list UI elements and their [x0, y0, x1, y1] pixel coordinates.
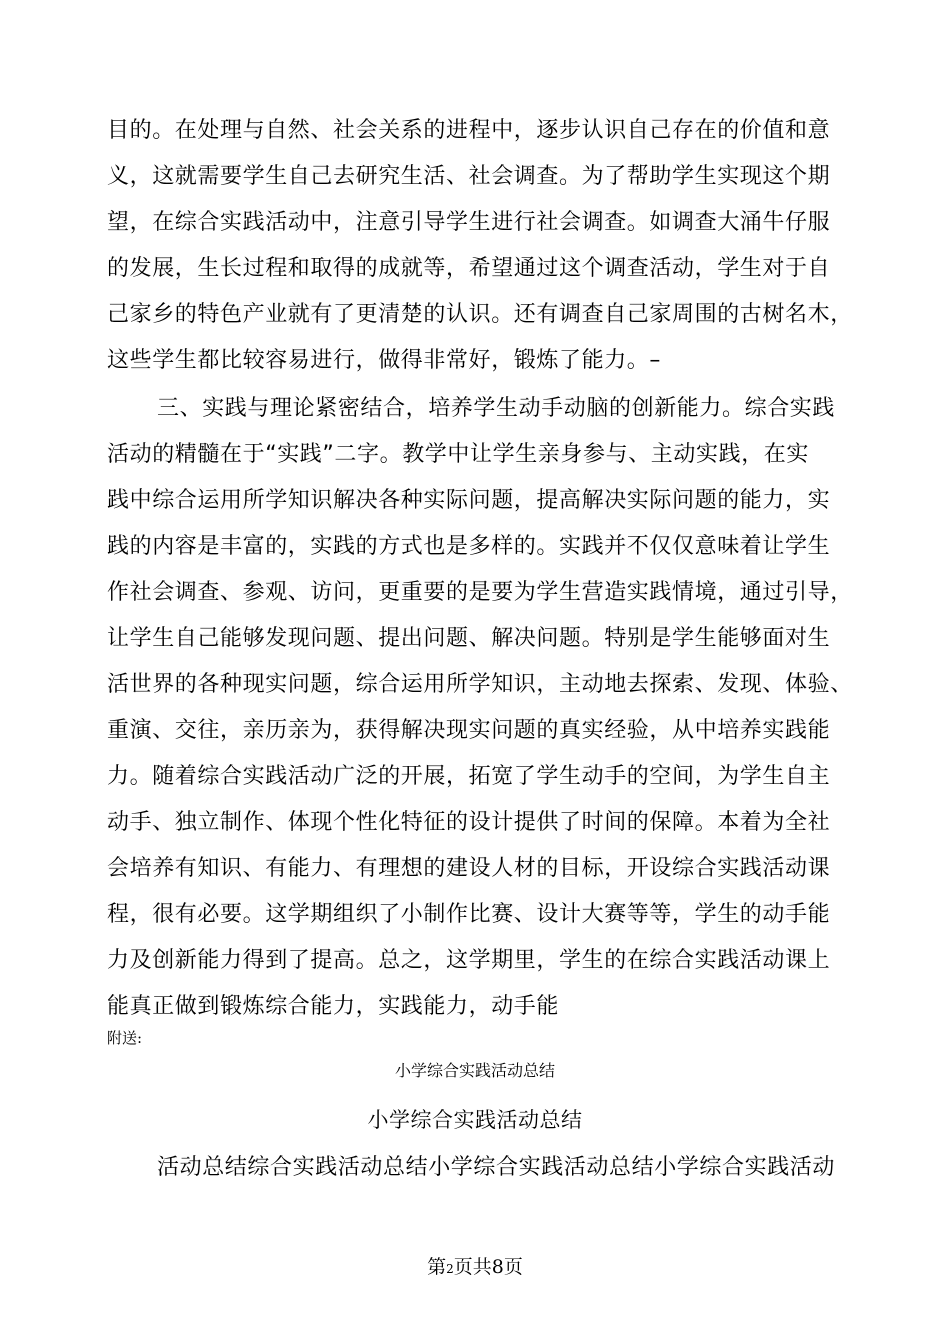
text-line: 力及创新能力得到了提高。总之，这学期里，学生的在综合实践活动课上	[107, 948, 831, 973]
text-line: 己家乡的特色产业就有了更清楚的认识。还有调查自己家周围的古树名木，	[107, 302, 853, 327]
text-line: 的发展，生长过程和取得的成就等，希望通过这个调查活动，学生对于自	[107, 256, 831, 281]
text-line: 践中综合运用所学知识解决各种实际问题，提高解决实际问题的能力，实	[107, 488, 831, 513]
text-line: 活动的精髓在于“实践”二字。教学中让学生亲身参与、主动实践，在实	[107, 442, 809, 467]
text-line: 重演、交往，亲历亲为，获得解决现实问题的真实经验，从中培养实践能	[107, 718, 831, 743]
text-line: 能真正做到锻炼综合能力，实践能力，动手能	[107, 994, 560, 1019]
text-line: 践的内容是丰富的，实践的方式也是多样的。实践并不仅仅意味着让学生	[107, 534, 831, 559]
text-line: 会培养有知识、有能力、有理想的建设人材的目标，开设综合实践活动课	[107, 856, 831, 881]
text-line: 义，这就需要学生自己去研究生活、社会调查。为了帮助学生实现这个期	[107, 164, 831, 189]
text-line: 望，在综合实践活动中，注意引导学生进行社会调查。如调查大涌牛仔服	[107, 210, 831, 235]
page-number-suffix: 页	[503, 1256, 523, 1278]
page-number-current: 2	[446, 1262, 454, 1276]
text-line: 三、实践与理论紧密结合，培养学生动手动脑的创新能力。综合实践	[157, 396, 836, 421]
text-line: 目的。在处理与自然、社会关系的进程中，逐步认识自己存在的价值和意	[107, 118, 831, 143]
text-line: 让学生自己能够发现问题、提出问题、解决问题。特别是学生能够面对生	[107, 626, 831, 651]
appendix-subtitle: 小学综合实践活动总结	[394, 1061, 555, 1080]
text-line: 力。随着综合实践活动广泛的开展，拓宽了学生动手的空间，为学生自主	[107, 764, 831, 789]
page-number-total: 8	[491, 1256, 504, 1278]
text-line: 动手、独立制作、体现个性化特征的设计提供了时间的保障。本着为全社	[107, 810, 831, 835]
text-line: 活世界的各种现实问题，综合运用所学知识，主动地去探索、发现、体验、	[107, 672, 853, 697]
page-number	[0, 1254, 950, 1282]
appendix-heading: 小学综合实践活动总结	[367, 1108, 583, 1132]
page-number-prefix: 第	[427, 1256, 447, 1278]
text-line: 程，很有必要。这学期组织了小制作比赛、设计大赛等等，学生的动手能	[107, 902, 831, 927]
page-number-middle: 页共	[453, 1256, 492, 1278]
text-line: 作社会调查、参观、访问，更重要的是要为学生营造实践情境，通过引导，	[107, 580, 853, 605]
text-line: 这些学生都比较容易进行，做得非常好，锻炼了能力。–	[107, 348, 662, 373]
appendix-label: 附送:	[107, 1029, 143, 1047]
appendix-first-line: 活动总结综合实践活动总结小学综合实践活动总结小学综合实践活动	[157, 1155, 836, 1180]
